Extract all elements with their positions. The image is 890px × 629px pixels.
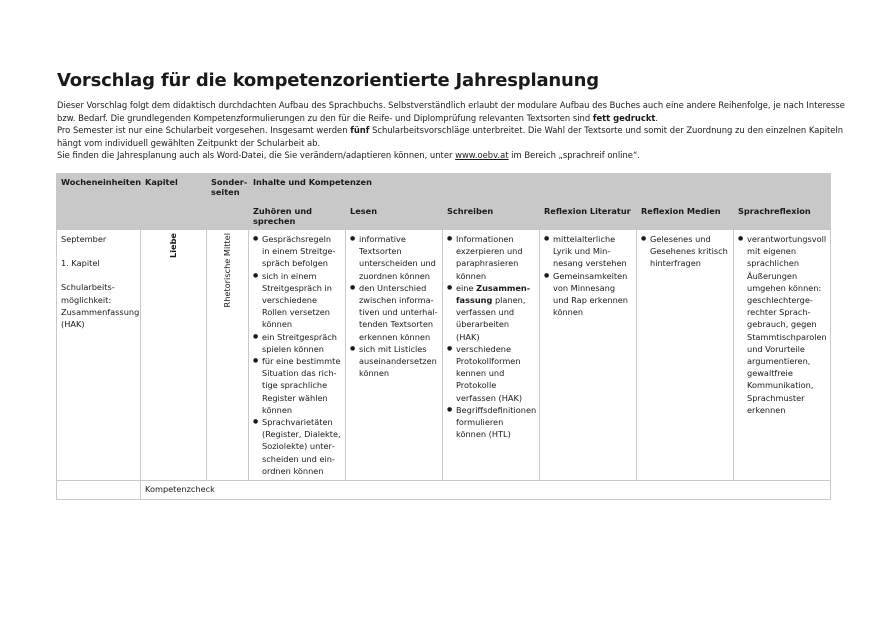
kompetenzcheck-cell: Kompetenzcheck	[141, 481, 831, 500]
cell-wocheneinheiten	[57, 230, 141, 481]
list-item: ● Begriffsdefinitionen formulieren können (HTL)	[447, 404, 535, 441]
header-sprachreflexion: Sprachreflexion	[734, 203, 831, 230]
list-item: ● Informationen exzerpieren und paraphrasieren können	[447, 233, 535, 282]
cell-sonderseiten	[207, 230, 249, 481]
header-schreiben: Schreiben	[443, 203, 540, 230]
intro-p3-text: Sie finden die Jahresplanung auch als Word-Datei, die Sie verändern/adaptieren können, unter	[57, 150, 456, 161]
schreiben-item2-bold: Zusammenfassung	[456, 282, 531, 306]
list-item: ● Gemeinsamkeiten von Minnesang und Rap erkennen können	[544, 270, 632, 319]
list-item: ● sich in einem Streitgespräch in verschiedene Rollen versetzen können	[253, 270, 341, 331]
intro-p1-end: .	[655, 112, 659, 123]
week-month: September	[61, 234, 107, 244]
list-item: ● Gesprächsregeln in einem Streitgespräch befolgen	[253, 233, 341, 270]
list-item: ● sich mit Listicles auseinandersetzen können	[350, 343, 438, 380]
header-reflexion-medien: Reflexion Medien	[637, 203, 734, 230]
intro-paragraph-3	[57, 149, 847, 162]
oebv-link[interactable]: www.oebv.at	[455, 150, 509, 161]
intro-text	[57, 99, 847, 162]
schreiben-item2-end: planen, verfassen und überarbeiten (HAK)	[456, 295, 526, 342]
week-chapter: 1. Kapitel	[61, 258, 100, 269]
list-item: ● verantwortungsvoll mit eigenen sprachlichen Äußerungen umgehen können: geschlechtergerechter Sprachgebrauch, gegen Stammtischparolen und Vorurteile argumentieren, gewaltfreie Kommunikation, Sprachmuster erkennen	[738, 233, 826, 416]
footer-empty-cell	[57, 481, 141, 500]
list-item: ● Sprachvarietäten (Register, Dialekte, Soziolekte) unterscheiden und einordnen können	[253, 416, 341, 477]
list-item: ● für eine bestimmte Situation das richtige sprachliche Register wählen können	[253, 355, 341, 416]
intro-paragraph-2	[57, 124, 847, 149]
list-item: ● mittelalterliche Lyrik und Minnesang verstehen	[544, 233, 632, 270]
page-title: Vorschlag für die kompetenzorientierte Jahresplanung	[57, 70, 599, 91]
list-item: ● verschiedene Protokollformen kennen und Protokolle verfassen (HAK)	[447, 343, 535, 404]
header-zuhoeren: Zuhören und sprechen	[249, 203, 346, 230]
table-row	[57, 230, 831, 481]
schreiben-item2-text: eine	[456, 282, 477, 293]
list-item: ● informative Textsorten unterscheiden und zuordnen können	[350, 233, 438, 282]
cell-kapitel	[141, 230, 207, 481]
cell-sprachreflexion	[734, 230, 831, 481]
intro-p2-text: Pro Semester ist nur eine Schularbeit vorgesehen. Insgesamt werden	[57, 125, 351, 136]
header-wocheneinheiten: Wocheneinheiten	[57, 174, 141, 230]
week-sa-line-2: möglichkeit:	[61, 294, 112, 305]
intro-p1-text: Dieser Vorschlag folgt dem didaktisch durchdachten Aufbau des Sprachbuchs. Selbstverständlich erlaubt der modulare Aufbau des Buches auch eine andere Reihenfolge, je nach Interesse bzw. Bedarf. Die grundlegenden Kompetenzformulierungen zu den für die Reife- und Diplomprüfung relevanten Textsorten sind	[57, 100, 845, 123]
week-sa-line-3: Zusammenfassung	[61, 306, 140, 317]
table-row-footer	[57, 481, 831, 500]
planning-table	[56, 173, 831, 500]
intro-p1-bold: fett gedruckt	[592, 112, 656, 123]
cell-reflexion-literatur	[540, 230, 637, 481]
list-item: ● ein Streitgespräch spielen können	[253, 331, 341, 355]
intro-paragraph-1	[57, 99, 847, 124]
cell-lesen	[346, 230, 443, 481]
week-sa-line-1: Schularbeits-	[61, 282, 115, 293]
cell-zuhoeren	[249, 230, 346, 481]
kapitel-title: Liebe	[168, 233, 179, 258]
header-sonderseiten: Sonderseiten	[207, 174, 249, 230]
list-item	[447, 282, 535, 343]
intro-p2-end: Schularbeitsvorschläge unterbreitet. Die Wahl der Textsorte und somit der Zuordnung zu den einzelnen Kapiteln hängt vom individuell gewählten Zeitpunkt der Schularbeit ab.	[57, 125, 844, 148]
list-item: ● den Unterschied zwischen informativen und unterhaltenden Textsorten erkennen können	[350, 282, 438, 343]
intro-p3-end: im Bereich „sprachreif online“.	[508, 150, 640, 161]
header-inhalte: Inhalte und Kompetenzen	[249, 174, 831, 203]
cell-reflexion-medien	[637, 230, 734, 481]
header-kapitel: Kapitel	[141, 174, 207, 230]
list-item: ● Gelesenes und Gesehenes kritisch hinterfragen	[641, 233, 729, 270]
header-lesen: Lesen	[346, 203, 443, 230]
sonderseiten-title: Rhetorische Mittel	[222, 233, 233, 308]
cell-schreiben	[443, 230, 540, 481]
week-sa-line-4: (HAK)	[61, 319, 85, 330]
header-reflexion-literatur: Reflexion Literatur	[540, 203, 637, 230]
intro-p2-bold: fünf	[350, 125, 370, 136]
